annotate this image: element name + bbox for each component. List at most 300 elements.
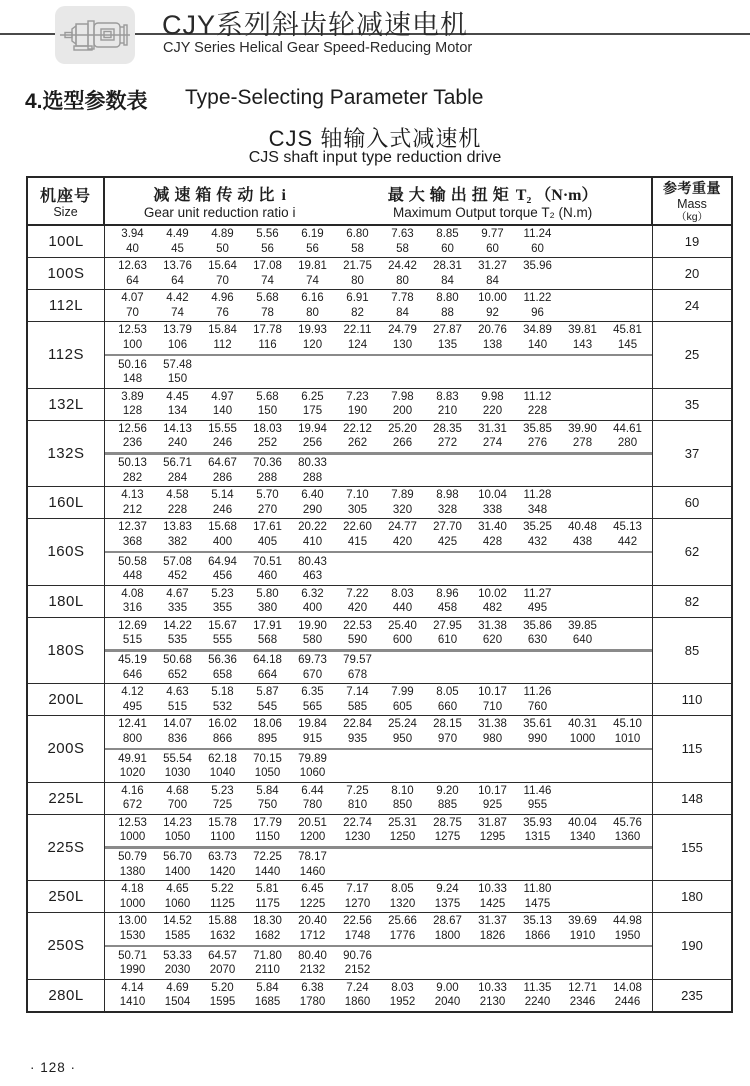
ratio-value: 28.35 [433,422,462,435]
ratio-value: 8.83 [436,390,459,403]
brand-title-zh: CJY系列斜齿轮减速电机 [162,10,469,40]
ratio-value: 4.96 [211,292,234,304]
ratio-torque-block [110,717,652,746]
ratio-torque-pair [470,520,515,549]
gear-motor-icon [60,11,130,59]
table-body [28,226,731,1011]
ratio-value: 7.22 [346,587,369,600]
ratio-torque-pair [335,816,380,845]
ratio-torque-pair [515,619,560,648]
torque-value: 274 [482,437,503,449]
size-cell: 180S [28,618,105,684]
torque-value: 60 [486,242,499,255]
ratio-torque-pair [515,882,560,911]
ratio-value: 40.04 [568,816,597,829]
ratio-torque-pair [605,914,650,943]
ratio-value: 4.12 [121,686,144,698]
ratio-torque-pair [605,422,650,451]
torque-value: 760 [527,700,548,713]
torque-value: 605 [392,700,413,713]
torque-value: 246 [212,437,233,449]
ratio-value: 28.75 [433,816,462,829]
ratio-torque-pair [425,520,470,549]
block-divider [105,551,652,554]
ratio-torque-pair [515,784,560,813]
torque-value: 1952 [389,996,416,1008]
ratio-torque-pair [110,653,155,682]
ratio-value: 50.79 [118,851,147,863]
ratio-torque-pair [200,390,245,419]
ratio-value: 11.22 [523,292,552,304]
ratio-value: 80.43 [298,555,327,568]
torque-value: 134 [167,405,188,417]
torque-value: 836 [167,732,188,745]
ratio-torque-pair [605,323,650,352]
torque-value: 568 [257,634,278,646]
torque-value: 646 [122,668,143,681]
torque-value: 278 [572,437,593,449]
ratio-torque-block [110,291,652,320]
block-divider [105,846,652,849]
ratio-torque-pair [245,456,290,485]
ratio-value: 5.81 [256,883,279,895]
torque-value: 150 [167,373,188,385]
torque-value: 150 [257,405,278,417]
ratio-value: 15.78 [208,816,237,829]
torque-value: 410 [302,535,323,548]
ratio-torque-pair [110,456,155,485]
torque-value: 228 [527,405,548,417]
ratio-torque-block [110,981,652,1010]
ratio-torque-pair [155,949,200,978]
ratio-value: 25.66 [388,915,417,927]
mass-cell: 85 [684,642,700,658]
ratio-value: 31.87 [478,816,507,829]
ratio-torque-pair [515,914,560,943]
table-title-en: CJS shaft input type reduction drive [248,149,502,166]
ratio-torque-pair [245,752,290,781]
table-row [28,487,731,519]
ratio-torque-pair [515,685,560,714]
torque-value: 92 [486,306,499,319]
ratio-torque-pair [155,291,200,320]
torque-value: 800 [122,732,143,745]
torque-value: 925 [482,799,503,811]
ratio-torque-pair [515,717,560,746]
ratio-value: 7.25 [346,784,369,797]
ratio-torque-block [110,358,652,387]
ratio-value: 79.57 [343,654,372,666]
ratio-value: 9.98 [481,390,504,403]
table-row [28,519,731,586]
torque-value: 895 [257,732,278,745]
torque-value: 1425 [479,897,506,910]
torque-value: 140 [527,338,548,351]
ratio-value: 27.95 [433,619,462,632]
torque-value: 80 [351,274,364,287]
ratio-torque-pair [515,422,560,451]
brand-title-en: CJY Series Helical Gear Speed-Reducing Motor [163,40,473,56]
ratio-torque-pair [290,422,335,451]
ratio-value: 8.03 [391,587,414,600]
ratio-torque-pair [200,653,245,682]
table-row [28,783,731,815]
ratio-value: 22.11 [343,324,372,336]
torque-value: 428 [482,535,503,548]
ratio-torque-pair [245,422,290,451]
ratio-torque-pair [110,520,155,549]
torque-value: 1860 [344,996,371,1008]
torque-value: 368 [122,535,143,548]
torque-value: 236 [122,437,143,449]
torque-value: 1800 [434,929,461,942]
ratio-value: 11.46 [523,784,552,797]
torque-value: 420 [392,535,413,548]
torque-value: 320 [392,503,413,516]
ratio-torque-pair [200,587,245,616]
torque-value: 448 [122,570,143,582]
ratio-value: 15.55 [208,422,237,435]
ratio-torque-pair [425,587,470,616]
ratio-torque-pair [155,587,200,616]
ratio-torque-pair [335,390,380,419]
ratio-value: 7.63 [391,228,414,240]
ratio-value: 45.76 [613,816,642,829]
ratio-value: 70.51 [253,555,282,568]
torque-value: 780 [302,799,323,811]
ratio-torque-pair [200,619,245,648]
ratio-value: 49.91 [118,752,147,765]
header-mass-unit: （kg） [675,211,709,223]
ratio-torque-pair [245,914,290,943]
torque-value: 2152 [344,964,371,976]
torque-value: 1275 [434,831,461,843]
ratio-torque-pair [290,850,335,879]
ratio-torque-block [110,619,652,648]
ratio-torque-pair [110,981,155,1010]
ratio-torque-pair [560,619,605,648]
header-size-zh: 机座号 [39,188,91,205]
torque-value: 84 [441,274,454,287]
ratio-torque-pair [380,816,425,845]
ratio-value: 13.83 [163,521,192,533]
torque-value: 262 [347,437,368,449]
ratio-value: 39.69 [568,915,597,927]
torque-value: 50 [216,242,229,255]
torque-value: 990 [527,732,548,745]
ratio-torque-block [110,323,652,352]
ratio-torque-pair [425,882,470,911]
ratio-value: 79.89 [298,752,327,765]
ratio-torque-pair [200,914,245,943]
torque-value: 885 [437,799,458,811]
torque-value: 1504 [164,996,191,1008]
size-cell: 160S [28,519,105,585]
ratio-value: 19.93 [298,324,327,336]
torque-value: 130 [392,338,413,351]
torque-value: 1530 [119,929,146,942]
ratio-torque-cell [105,716,653,782]
ratio-value: 5.68 [256,292,279,304]
ratio-value: 17.61 [253,521,282,533]
ratio-torque-pair [290,981,335,1010]
ratio-value: 5.84 [256,784,279,797]
ratio-torque-pair [290,488,335,517]
ratio-torque-pair [515,259,560,288]
ratio-value: 6.40 [301,489,324,501]
ratio-torque-pair [200,949,245,978]
ratio-torque-pair [200,227,245,256]
ratio-value: 6.45 [301,883,324,895]
ratio-torque-pair [200,717,245,746]
torque-value: 305 [347,503,368,516]
torque-value: 405 [257,535,278,548]
ratio-value: 4.18 [121,883,144,895]
ratio-value: 10.02 [478,587,507,600]
ratio-torque-block [110,259,652,288]
torque-value: 290 [302,503,323,516]
mass-cell: 19 [684,234,700,249]
ratio-value: 19.90 [298,619,327,632]
ratio-value: 8.80 [436,292,459,304]
torque-value: 256 [302,437,323,449]
block-divider [105,354,652,357]
ratio-value: 14.13 [163,422,192,435]
header-ratio-zh: 减速箱传动比 i [153,187,286,204]
ratio-value: 4.89 [211,228,234,240]
ratio-torque-pair [605,520,650,549]
torque-value: 252 [257,437,278,449]
torque-value: 1826 [479,929,506,942]
ratio-value: 4.07 [121,292,144,304]
torque-value: 700 [167,799,188,811]
ratio-value: 11.24 [523,228,552,240]
torque-value: 2346 [569,996,596,1008]
ratio-torque-pair [200,488,245,517]
ratio-torque-pair [200,685,245,714]
torque-value: 495 [527,602,548,614]
ratio-value: 40.48 [568,521,597,533]
ratio-value: 15.67 [208,619,237,632]
ratio-torque-pair [110,291,155,320]
torque-value: 74 [306,274,319,287]
torque-value: 1020 [119,767,146,779]
ratio-torque-pair [515,323,560,352]
torque-value: 288 [257,471,278,484]
torque-value: 1910 [569,929,596,942]
torque-value: 200 [392,405,413,417]
torque-value: 112 [213,338,232,351]
ratio-torque-pair [425,981,470,1010]
ratio-value: 17.79 [253,816,282,829]
torque-value: 535 [167,634,188,646]
ratio-torque-pair [560,981,605,1010]
torque-value: 1000 [119,831,146,843]
ratio-value: 7.89 [391,489,414,501]
ratio-torque-pair [155,717,200,746]
torque-value: 955 [527,799,548,811]
torque-value: 58 [396,242,409,255]
torque-value: 175 [302,405,323,417]
torque-value: 1150 [255,831,280,843]
ratio-torque-pair [425,784,470,813]
torque-value: 220 [482,405,503,417]
ratio-torque-pair [290,555,335,584]
ratio-torque-pair [560,816,605,845]
ratio-torque-pair [200,816,245,845]
ratio-torque-pair [380,587,425,616]
ratio-torque-pair [200,520,245,549]
torque-value: 140 [212,405,233,417]
ratio-torque-pair [470,227,515,256]
ratio-value: 4.68 [166,784,189,797]
ratio-value: 44.61 [613,422,642,435]
ratio-torque-cell [105,322,653,388]
ratio-value: 63.73 [208,851,237,863]
torque-value: 452 [167,570,188,582]
header-torque-zh: 最大输出扭矩 T₂ （N·m） [387,187,598,204]
ratio-value: 35.85 [523,422,552,435]
ratio-value: 64.57 [208,949,237,962]
torque-value: 432 [527,535,548,548]
torque-value: 284 [167,471,188,484]
torque-value: 590 [347,634,368,646]
ratio-torque-pair [155,555,200,584]
ratio-torque-pair [110,752,155,781]
torque-value: 678 [347,668,368,681]
gear-motor-logo-icon [55,6,135,64]
table-row [28,586,731,618]
header-torque-en: Maximum Output torque T₂ (N.m) [393,205,593,220]
ratio-value: 17.78 [253,324,282,336]
ratio-torque-block [110,752,652,781]
table-row [28,421,731,488]
ratio-torque-pair [110,259,155,288]
ratio-torque-pair [110,555,155,584]
torque-value: 228 [167,503,188,516]
ratio-value: 11.35 [523,981,552,994]
torque-value: 280 [617,437,638,449]
header-data-column [105,178,653,224]
ratio-value: 45.19 [118,654,147,666]
ratio-torque-pair [470,882,515,911]
ratio-torque-pair [335,685,380,714]
ratio-value: 35.86 [523,619,552,632]
ratio-value: 31.38 [478,718,507,730]
torque-value: 630 [527,634,548,646]
torque-value: 1060 [299,767,326,779]
torque-value: 866 [212,732,233,745]
header-size-en: Size [53,205,78,219]
torque-value: 610 [437,634,458,646]
ratio-torque-cell [105,226,653,257]
ratio-torque-pair [515,390,560,419]
ratio-torque-cell [105,389,653,420]
torque-value: 1050 [254,767,281,779]
ratio-torque-pair [380,390,425,419]
torque-value: 400 [212,535,233,548]
ratio-torque-cell [105,980,653,1011]
ratio-torque-pair [290,323,335,352]
ratio-value: 5.18 [211,686,234,698]
ratio-torque-cell [105,618,653,684]
ratio-torque-pair [155,752,200,781]
ratio-torque-pair [335,259,380,288]
torque-value: 355 [212,602,233,614]
ratio-value: 7.23 [346,390,369,403]
ratio-value: 34.89 [523,324,552,336]
ratio-value: 5.56 [256,228,279,240]
section-title-zh: 4.选型参数表 [25,90,148,113]
ratio-torque-pair [155,227,200,256]
ratio-torque-pair [245,587,290,616]
ratio-value: 12.71 [568,981,597,994]
table-row [28,881,731,913]
torque-value: 515 [122,634,143,646]
torque-value: 935 [347,732,368,745]
table-row [28,322,731,389]
torque-value: 660 [437,700,458,713]
ratio-torque-pair [290,653,335,682]
ratio-value: 14.52 [163,915,192,927]
ratio-torque-pair [380,882,425,911]
ratio-value: 24.79 [388,324,417,336]
ratio-torque-pair [155,784,200,813]
size-cell: 225S [28,815,105,881]
ratio-value: 64.94 [208,555,237,568]
torque-value: 970 [437,732,458,745]
ratio-torque-pair [425,259,470,288]
ratio-torque-pair [155,882,200,911]
ratio-torque-pair [380,685,425,714]
torque-value: 400 [302,602,323,614]
ratio-torque-pair [515,587,560,616]
torque-value: 2110 [255,964,280,976]
ratio-torque-pair [110,619,155,648]
ratio-torque-pair [155,358,200,387]
torque-value: 124 [347,338,368,351]
ratio-value: 6.44 [301,784,324,797]
ratio-value: 18.30 [253,915,282,927]
ratio-torque-pair [245,390,290,419]
torque-value: 1100 [210,831,235,843]
torque-value: 440 [392,602,413,614]
ratio-torque-pair [200,850,245,879]
ratio-torque-pair [155,488,200,517]
header-size-column [28,178,105,224]
ratio-torque-cell [105,684,653,715]
torque-value: 1000 [119,897,146,910]
torque-value: 270 [257,503,278,516]
ratio-torque-pair [470,685,515,714]
ratio-value: 6.25 [301,390,324,403]
block-divider [105,945,652,948]
ratio-torque-pair [425,422,470,451]
ratio-value: 40.31 [568,718,597,730]
ratio-torque-pair [290,816,335,845]
ratio-value: 11.28 [523,489,552,501]
torque-value: 1340 [569,831,596,843]
ratio-value: 14.22 [163,619,192,632]
torque-value: 1000 [569,732,596,745]
torque-value: 70 [216,274,229,287]
torque-value: 1125 [210,897,235,910]
ratio-torque-pair [245,555,290,584]
torque-value: 382 [167,535,188,548]
ratio-value: 8.98 [436,489,459,501]
torque-value: 1375 [434,897,461,910]
ratio-torque-pair [560,914,605,943]
